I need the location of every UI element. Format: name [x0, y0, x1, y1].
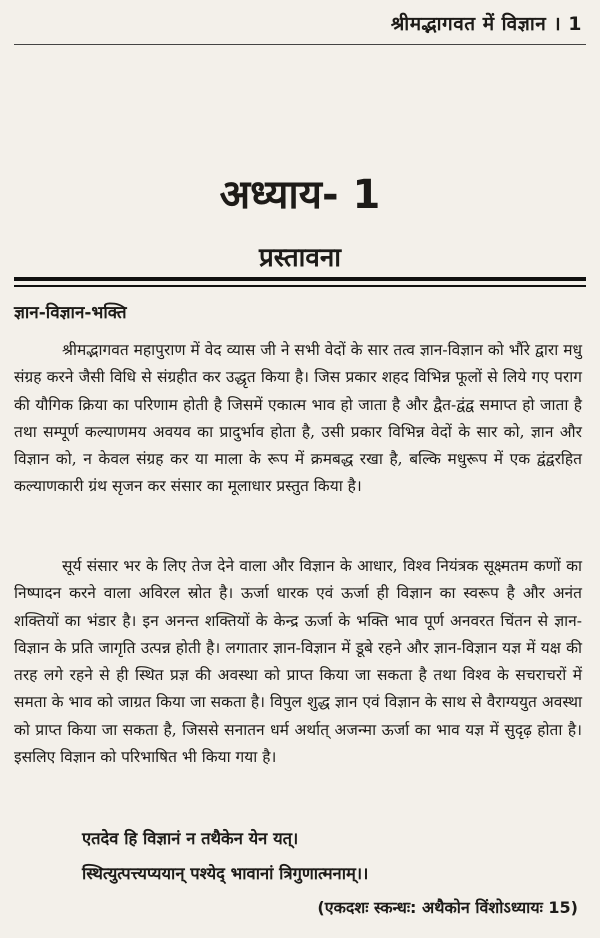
chapter-title: अध्याय- 1	[219, 172, 381, 218]
header-separator: ।	[553, 13, 569, 35]
chapter-subtitle: प्रस्तावना	[258, 243, 342, 273]
paragraph-2: सूर्य संसार भर के लिए तेज देने वाला और विज्ञान के आधार, विश्व नियंत्रक सूक्ष्मतम कणों का निष्पादन करने वाला अविरल स्रोत है। ऊर्जा धारक एवं ऊर्जा ही विज्ञान का स्वरूप है और अनंत शक्तियों का भंडार है। इन अनन्त शक्तियों के केन्द्र ऊर्जा के भक्ति भाव पूर्ण अनवरत चिंतन से ज्ञान-विज्ञान के प्रति जागृति उत्पन्न होती है। लगातार ज्ञान-विज्ञान में डूबे रहने और ज्ञान-विज्ञान यज्ञ में यक्ष की तरह लगे रहने से ही स्थित प्रज्ञ की अवस्था को प्राप्त किया जा सकता है तथा विश्व के सचराचरों में समता के भाव को जाग्रत किया जा सकता है। विपुल शुद्ध ज्ञान एवं विज्ञान के साथ से वैराग्ययुत अवस्था को प्राप्त किया जा सकता है, जिससे सनातन धर्म अर्थात् अजन्मा ऊर्जा का भाव यज्ञ में सुदृढ़ होता है। इसलिए विज्ञान को परिभाषित भी किया गया है।	[14, 557, 582, 767]
chapter-rule-thick	[14, 277, 586, 281]
paragraph-1: श्रीमद्भागवत महापुराण में वेद व्यास जी ने सभी वेदों के सार तत्व ज्ञान-विज्ञान को भौंरे द्वारा मधु संग्रह करने जैसी विधि से संग्रहीत कर उद्धृत किया है। जिस प्रकार शहद विभिन्न फूलों से लिये गए पराग की यौगिक क्रिया का परिणाम होती है जिसमें एकात्म भाव हो जाता है और द्वैत-द्वंद्व समाप्त हो जाता है तथा सम्पूर्ण कल्याणमय अवयव का प्रादुर्भाव होता है, उसी प्रकार विभिन्न वेदों के सार को, ज्ञान और विज्ञान को, न केवल संग्रह कर या माला के रूप में क्रमबद्ध रखा है, बल्कि मधुरूप में एक द्वंद्वरहित कल्याणकारी ग्रंथ सृजन कर संसार का मूलाधार प्रस्तुत किया है।	[14, 341, 582, 496]
page-number: 1	[568, 13, 582, 35]
running-header	[391, 10, 582, 36]
section-heading: ज्ञान-विज्ञान-भक्ति	[14, 303, 127, 323]
chapter-rule-thin	[14, 285, 586, 287]
verse-reference: (एकदशः स्कन्धः: अथैकोन विंशोऽध्यायः 15)	[317, 898, 578, 917]
header-rule	[14, 44, 586, 45]
verse-line-2: स्थित्युत्पत्त्यप्ययान् पश्येद् भावानां त्रिगुणात्मनाम्।।	[82, 864, 369, 883]
verse-line-1: एतदेव हि विज्ञानं न तथैकेन येन यत्।	[82, 829, 299, 848]
running-title: श्रीमद्भागवत में विज्ञान	[390, 13, 547, 35]
